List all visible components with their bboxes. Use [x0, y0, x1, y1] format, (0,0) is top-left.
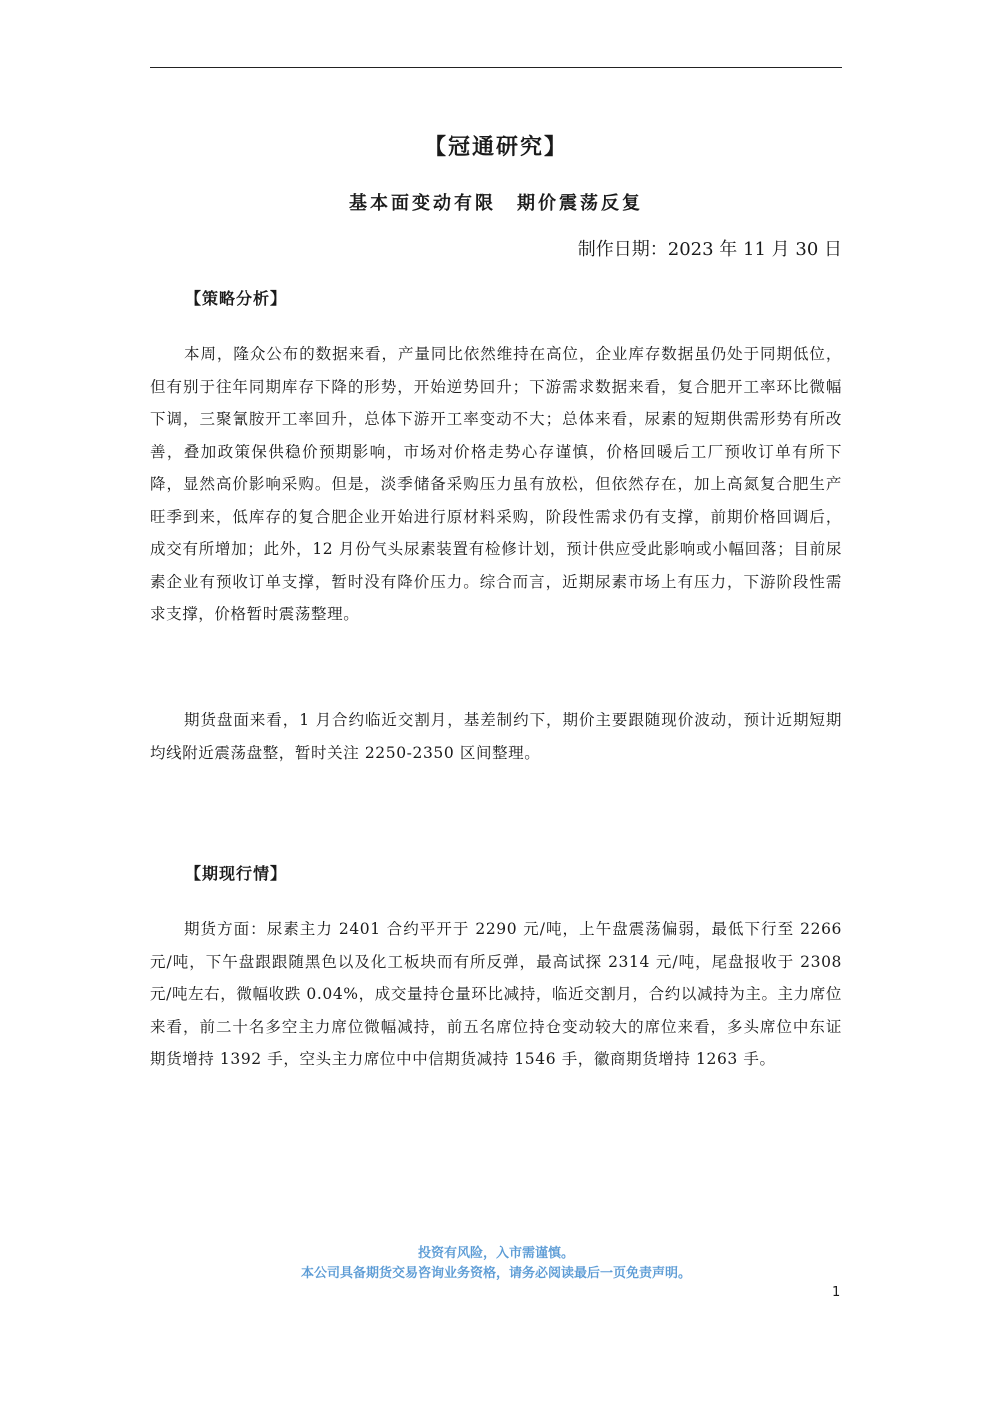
header-rule	[150, 67, 842, 68]
risk-disclaimer-footer	[150, 1244, 842, 1284]
paragraph-strategy-1: 本周，隆众公布的数据来看，产量同比依然维持在高位，企业库存数据虽仍处于同期低位，但有别于往年同期库存下降的形势，开始逆势回升；下游需求数据来看，复合肥开工率环比微幅下调，三聚氰胺开工率回升，总体下游开工率变动不大；总体来看，尿素的短期供需形势有所改善，叠加政策保供稳价预期影响，市场对价格走势心存谨慎，价格回暖后工厂预收订单有所下降，显然高价影响采购。但是，淡季储备采购压力虽有放松，但依然存在，加上高氮复合肥生产旺季到来，低库存的复合肥企业开始进行原材料采购，阶段性需求仍有支撑，前期价格回调后，成交有所增加；此外，12 月份气头尿素装置有检修计划，预计供应受此影响或小幅回落；目前尿素企业有预收订单支撑，暂时没有降价压力。综合而言，近期尿素市场上有压力，下游阶段性需求支撑，价格暂时震荡整理。	[150, 345, 842, 623]
risk-warning-line: 投资有风险，入市需谨慎。	[417, 1246, 574, 1261]
paragraph-market-1: 期货方面：尿素主力 2401 合约平开于 2290 元/吨，上午盘震荡偏弱，最低下行至 2266 元/吨，下午盘跟跟随黑色以及化工板块而有所反弹，最高试探 2314 元/吨，尾盘报收于 2308 元/吨左右，微幅收跌 0.04%，成交量持仓量环比减持，临近交割月，合约以减持为主。主力席位来看，前二十名多空主力席位微幅减持，前五名席位持仓变动较大的席位来看，多头席位中东证期货增持 1392 手，空头主力席位中中信期货减持 1546 手，徽商期货增持 1263 手。	[150, 920, 842, 1068]
section-heading-market: 【期现行情】	[185, 864, 288, 883]
document-title: 基本面变动有限 期价震荡反复	[349, 193, 643, 214]
disclaimer-notice-line: 本公司具备期货交易咨询业务资格，请务必阅读最后一页免责声明。	[300, 1266, 691, 1281]
brand-title: 【冠通研究】	[423, 134, 568, 160]
paragraph-strategy-2: 期货盘面来看，1 月合约临近交割月，基差制约下，期价主要跟随现价波动，预计近期短期均线附近震荡盘整，暂时关注 2250-2350 区间整理。	[150, 711, 842, 762]
document-date: 制作日期：2023 年 11 月 30 日	[577, 239, 842, 260]
section-heading-strategy: 【策略分析】	[185, 289, 288, 308]
page-number: 1	[832, 1285, 841, 1300]
